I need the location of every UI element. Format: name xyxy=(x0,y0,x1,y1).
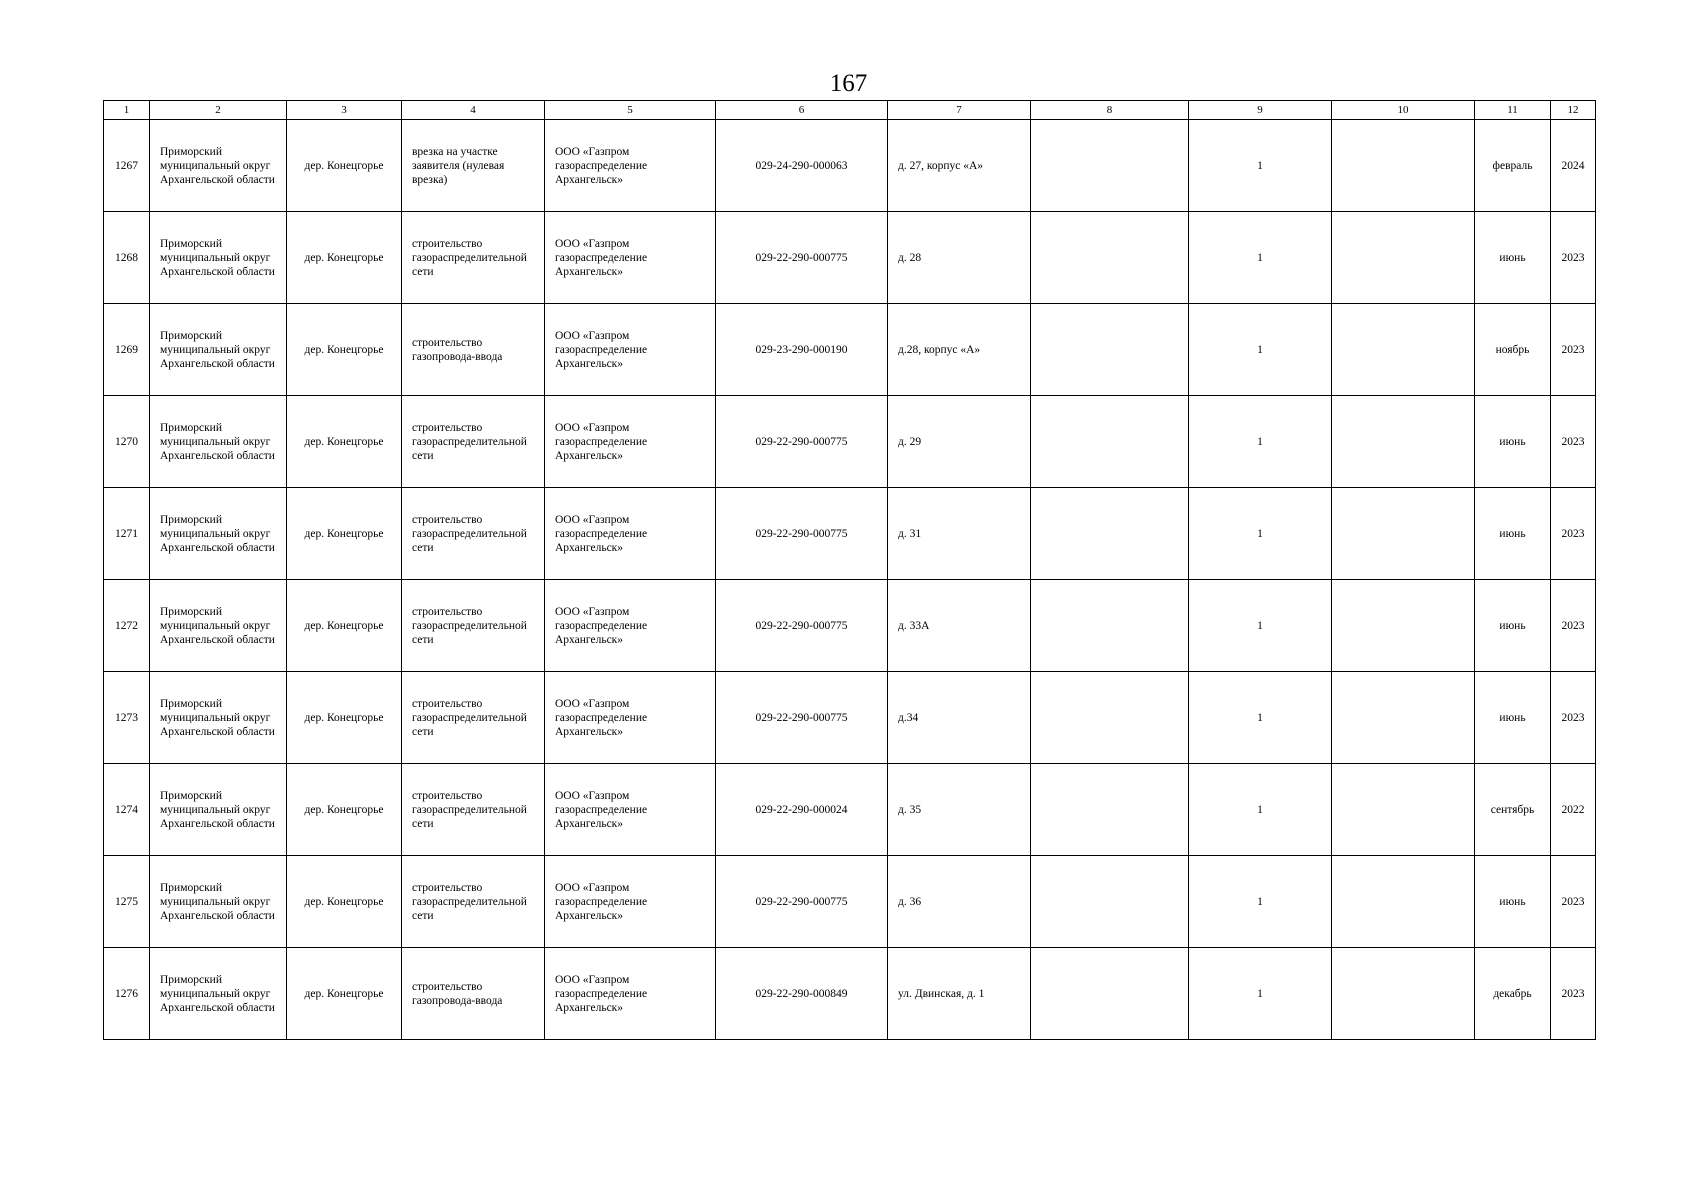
column-8-cell xyxy=(1031,212,1189,304)
column-10-cell xyxy=(1332,488,1475,580)
work-type-cell: строительство газопровода-ввода xyxy=(402,948,545,1040)
column-header-11: 11 xyxy=(1475,101,1551,120)
registry-code-cell: 029-22-290-000775 xyxy=(716,672,888,764)
address-cell: д.28, корпус «А» xyxy=(888,304,1031,396)
organization-cell: ООО «Газпром газораспределение Архангельск» xyxy=(545,396,716,488)
year-cell: 2023 xyxy=(1551,672,1596,764)
count-cell: 1 xyxy=(1189,764,1332,856)
column-10-cell xyxy=(1332,120,1475,212)
settlement-cell: дер. Конецгорье xyxy=(287,672,402,764)
month-cell: июнь xyxy=(1475,488,1551,580)
year-cell: 2023 xyxy=(1551,948,1596,1040)
registry-table xyxy=(103,100,1596,1040)
column-8-cell xyxy=(1031,304,1189,396)
column-10-cell xyxy=(1332,396,1475,488)
count-cell: 1 xyxy=(1189,856,1332,948)
registry-code-cell: 029-22-290-000775 xyxy=(716,856,888,948)
address-cell: д. 33А xyxy=(888,580,1031,672)
month-cell: февраль xyxy=(1475,120,1551,212)
organization-cell: ООО «Газпром газораспределение Архангельск» xyxy=(545,856,716,948)
registry-code-cell: 029-22-290-000849 xyxy=(716,948,888,1040)
table-row xyxy=(104,304,1596,396)
district-cell: Приморский муниципальный округ Архангельской области xyxy=(150,856,287,948)
column-number-row xyxy=(104,101,1596,120)
count-cell: 1 xyxy=(1189,304,1332,396)
year-cell: 2023 xyxy=(1551,212,1596,304)
settlement-cell: дер. Конецгорье xyxy=(287,212,402,304)
district-cell: Приморский муниципальный округ Архангельской области xyxy=(150,580,287,672)
table-row xyxy=(104,856,1596,948)
organization-cell: ООО «Газпром газораспределение Архангельск» xyxy=(545,488,716,580)
table-body xyxy=(104,120,1596,1040)
row-number-cell: 1268 xyxy=(104,212,150,304)
organization-cell: ООО «Газпром газораспределение Архангельск» xyxy=(545,948,716,1040)
month-cell: июнь xyxy=(1475,856,1551,948)
address-cell: д. 27, корпус «А» xyxy=(888,120,1031,212)
row-number-cell: 1272 xyxy=(104,580,150,672)
work-type-cell: строительство газопровода-ввода xyxy=(402,304,545,396)
column-8-cell xyxy=(1031,580,1189,672)
column-8-cell xyxy=(1031,120,1189,212)
settlement-cell: дер. Конецгорье xyxy=(287,396,402,488)
organization-cell: ООО «Газпром газораспределение Архангельск» xyxy=(545,580,716,672)
settlement-cell: дер. Конецгорье xyxy=(287,580,402,672)
table-row xyxy=(104,120,1596,212)
count-cell: 1 xyxy=(1189,488,1332,580)
organization-cell: ООО «Газпром газораспределение Архангельск» xyxy=(545,212,716,304)
month-cell: июнь xyxy=(1475,396,1551,488)
count-cell: 1 xyxy=(1189,672,1332,764)
column-header-6: 6 xyxy=(716,101,888,120)
row-number-cell: 1270 xyxy=(104,396,150,488)
year-cell: 2022 xyxy=(1551,764,1596,856)
row-number-cell: 1274 xyxy=(104,764,150,856)
column-header-3: 3 xyxy=(287,101,402,120)
work-type-cell: строительство газораспределительной сети xyxy=(402,672,545,764)
address-cell: д. 36 xyxy=(888,856,1031,948)
column-header-7: 7 xyxy=(888,101,1031,120)
page-number: 167 xyxy=(829,70,868,97)
month-cell: июнь xyxy=(1475,580,1551,672)
district-cell: Приморский муниципальный округ Архангельской области xyxy=(150,304,287,396)
column-header-4: 4 xyxy=(402,101,545,120)
month-cell: июнь xyxy=(1475,672,1551,764)
settlement-cell: дер. Конецгорье xyxy=(287,120,402,212)
count-cell: 1 xyxy=(1189,396,1332,488)
table-row xyxy=(104,764,1596,856)
column-header-5: 5 xyxy=(545,101,716,120)
address-cell: д. 29 xyxy=(888,396,1031,488)
organization-cell: ООО «Газпром газораспределение Архангельск» xyxy=(545,304,716,396)
count-cell: 1 xyxy=(1189,948,1332,1040)
registry-code-cell: 029-22-290-000775 xyxy=(716,488,888,580)
row-number-cell: 1269 xyxy=(104,304,150,396)
year-cell: 2023 xyxy=(1551,488,1596,580)
column-10-cell xyxy=(1332,856,1475,948)
district-cell: Приморский муниципальный округ Архангельской области xyxy=(150,120,287,212)
month-cell: сентябрь xyxy=(1475,764,1551,856)
settlement-cell: дер. Конецгорье xyxy=(287,856,402,948)
organization-cell: ООО «Газпром газораспределение Архангельск» xyxy=(545,120,716,212)
table-row xyxy=(104,212,1596,304)
column-8-cell xyxy=(1031,856,1189,948)
district-cell: Приморский муниципальный округ Архангельской области xyxy=(150,396,287,488)
district-cell: Приморский муниципальный округ Архангельской области xyxy=(150,764,287,856)
year-cell: 2023 xyxy=(1551,856,1596,948)
column-header-12: 12 xyxy=(1551,101,1596,120)
settlement-cell: дер. Конецгорье xyxy=(287,948,402,1040)
work-type-cell: строительство газораспределительной сети xyxy=(402,856,545,948)
registry-code-cell: 029-22-290-000775 xyxy=(716,396,888,488)
table-row xyxy=(104,396,1596,488)
registry-code-cell: 029-22-290-000024 xyxy=(716,764,888,856)
column-10-cell xyxy=(1332,304,1475,396)
column-8-cell xyxy=(1031,396,1189,488)
month-cell: ноябрь xyxy=(1475,304,1551,396)
address-cell: д.34 xyxy=(888,672,1031,764)
column-header-9: 9 xyxy=(1189,101,1332,120)
work-type-cell: строительство газораспределительной сети xyxy=(402,488,545,580)
work-type-cell: врезка на участке заявителя (нулевая врезка) xyxy=(402,120,545,212)
registry-code-cell: 029-24-290-000063 xyxy=(716,120,888,212)
column-header-10: 10 xyxy=(1332,101,1475,120)
row-number-cell: 1275 xyxy=(104,856,150,948)
registry-code-cell: 029-23-290-000190 xyxy=(716,304,888,396)
year-cell: 2023 xyxy=(1551,304,1596,396)
registry-code-cell: 029-22-290-000775 xyxy=(716,580,888,672)
work-type-cell: строительство газораспределительной сети xyxy=(402,764,545,856)
table-row xyxy=(104,672,1596,764)
column-8-cell xyxy=(1031,948,1189,1040)
work-type-cell: строительство газораспределительной сети xyxy=(402,212,545,304)
district-cell: Приморский муниципальный округ Архангельской области xyxy=(150,948,287,1040)
table-row xyxy=(104,948,1596,1040)
settlement-cell: дер. Конецгорье xyxy=(287,304,402,396)
work-type-cell: строительство газораспределительной сети xyxy=(402,396,545,488)
address-cell: д. 31 xyxy=(888,488,1031,580)
column-10-cell xyxy=(1332,948,1475,1040)
district-cell: Приморский муниципальный округ Архангельской области xyxy=(150,212,287,304)
registry-code-cell: 029-22-290-000775 xyxy=(716,212,888,304)
column-header-8: 8 xyxy=(1031,101,1189,120)
row-number-cell: 1267 xyxy=(104,120,150,212)
organization-cell: ООО «Газпром газораспределение Архангельск» xyxy=(545,672,716,764)
count-cell: 1 xyxy=(1189,120,1332,212)
month-cell: декабрь xyxy=(1475,948,1551,1040)
table-row xyxy=(104,580,1596,672)
row-number-cell: 1273 xyxy=(104,672,150,764)
table-row xyxy=(104,488,1596,580)
year-cell: 2023 xyxy=(1551,580,1596,672)
address-cell: д. 28 xyxy=(888,212,1031,304)
table-header xyxy=(104,101,1596,120)
address-cell: д. 35 xyxy=(888,764,1031,856)
district-cell: Приморский муниципальный округ Архангельской области xyxy=(150,672,287,764)
address-cell: ул. Двинская, д. 1 xyxy=(888,948,1031,1040)
district-cell: Приморский муниципальный округ Архангельской области xyxy=(150,488,287,580)
column-header-2: 2 xyxy=(150,101,287,120)
column-8-cell xyxy=(1031,764,1189,856)
settlement-cell: дер. Конецгорье xyxy=(287,488,402,580)
count-cell: 1 xyxy=(1189,580,1332,672)
column-10-cell xyxy=(1332,764,1475,856)
organization-cell: ООО «Газпром газораспределение Архангельск» xyxy=(545,764,716,856)
column-10-cell xyxy=(1332,580,1475,672)
column-10-cell xyxy=(1332,672,1475,764)
year-cell: 2023 xyxy=(1551,396,1596,488)
column-8-cell xyxy=(1031,488,1189,580)
work-type-cell: строительство газораспределительной сети xyxy=(402,580,545,672)
row-number-cell: 1271 xyxy=(104,488,150,580)
settlement-cell: дер. Конецгорье xyxy=(287,764,402,856)
year-cell: 2024 xyxy=(1551,120,1596,212)
month-cell: июнь xyxy=(1475,212,1551,304)
count-cell: 1 xyxy=(1189,212,1332,304)
column-10-cell xyxy=(1332,212,1475,304)
row-number-cell: 1276 xyxy=(104,948,150,1040)
column-header-1: 1 xyxy=(104,101,150,120)
column-8-cell xyxy=(1031,672,1189,764)
